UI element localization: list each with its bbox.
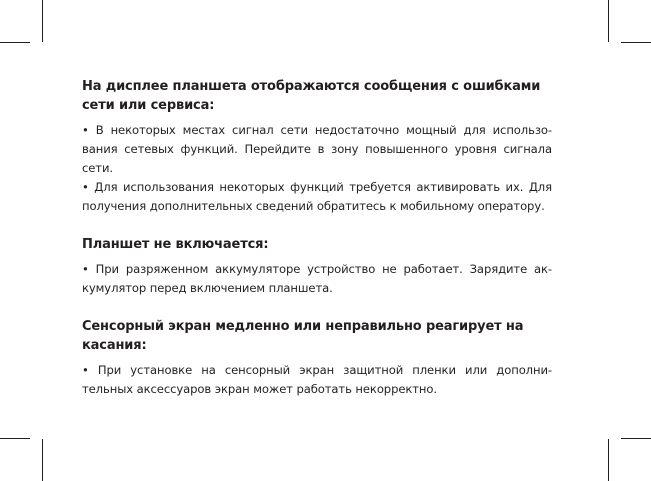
section-tablet-wont-turn-on <box>82 235 552 298</box>
crop-mark-top-left-horizontal <box>0 42 30 43</box>
section-heading: Сенсорный экран медленно или неправильно реагирует на касания: <box>82 319 524 353</box>
crop-mark-top-right-vertical <box>608 0 609 42</box>
section-touchscreen-slow <box>82 317 552 399</box>
crop-mark-bottom-left-horizontal <box>0 438 30 439</box>
bullet-paragraph: • При разряженном аккумуляторе устройство не работает. Зарядите ак-кумулятор перед включением планшета. <box>82 262 552 295</box>
bullet-paragraph: • При установке на сенсорный экран защитной пленки или дополни-тельных аксессуаров экран может работать некорректно. <box>82 363 552 396</box>
crop-mark-top-left-vertical <box>42 0 43 42</box>
bullet-paragraph: • Для использования некоторых функций требуется активировать их. Для получения дополнительных сведений обратитесь к мобильному оператору. <box>82 180 552 213</box>
crop-mark-bottom-right-vertical <box>608 439 609 481</box>
section-network-errors <box>82 77 552 216</box>
crop-mark-top-right-horizontal <box>621 42 651 43</box>
bullet-paragraph: • В некоторых местах сигнал сети недостаточно мощный для использо-вания сетевых функций. Перейдите в зону повышенного уровня сигнала сети. <box>82 123 552 175</box>
crop-mark-bottom-left-vertical <box>42 439 43 481</box>
crop-mark-bottom-right-horizontal <box>621 438 651 439</box>
section-heading: На дисплее планшета отображаются сообщения с ошибками сети или сервиса: <box>82 79 541 113</box>
document-content <box>82 77 552 399</box>
section-heading: Планшет не включается: <box>82 237 269 252</box>
